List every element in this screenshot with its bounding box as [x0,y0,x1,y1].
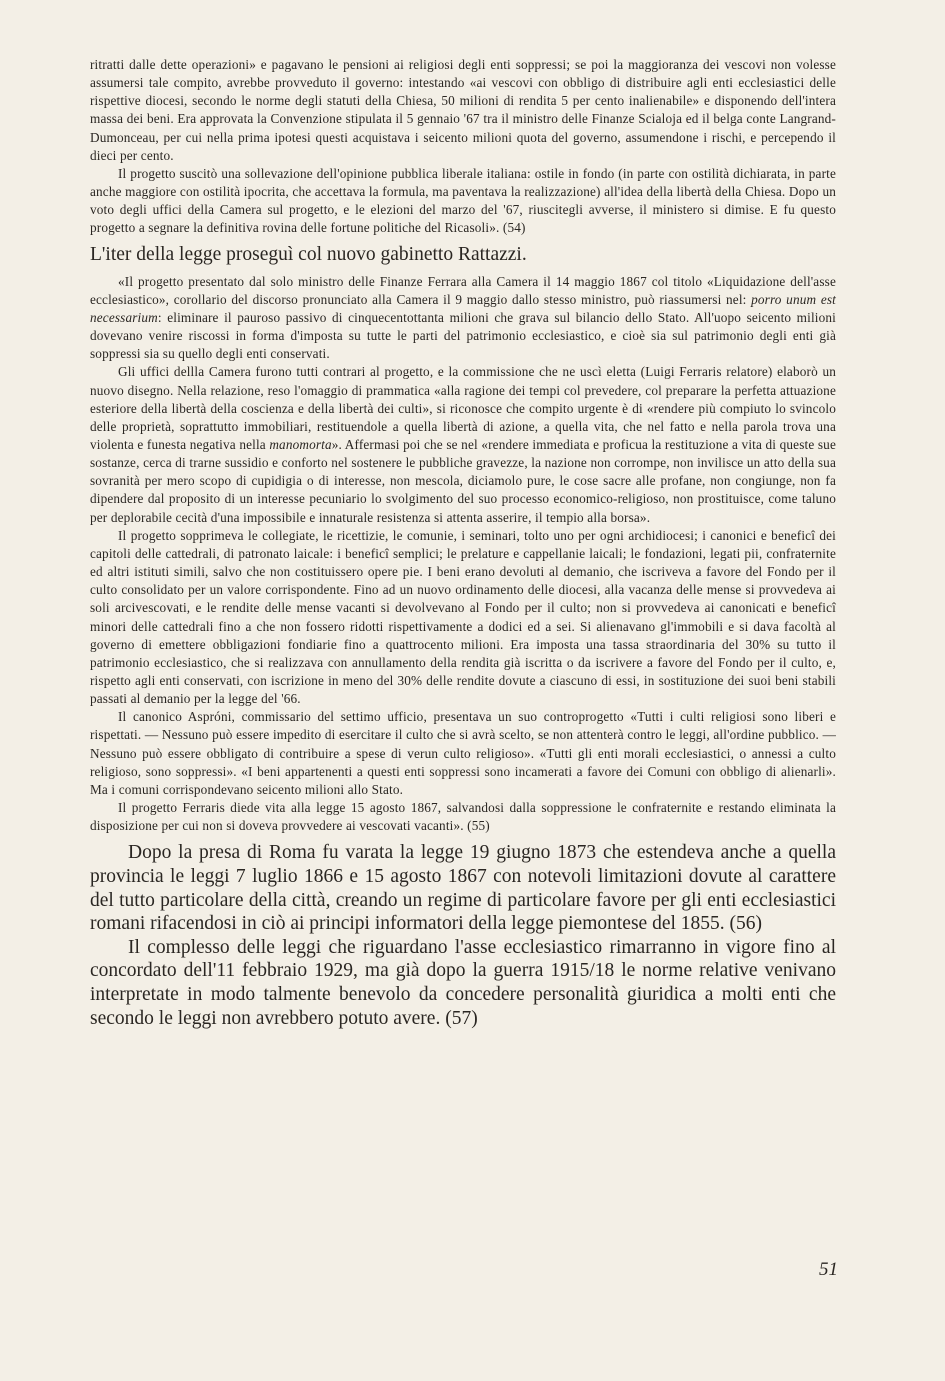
latin-phrase: porro unum est necessarium [90,291,836,325]
quote-paragraph: Il canonico Aspróni, commissario del settimo ufficio, presentava un suo controprogetto «Tutti i culti religiosi sono liberi e rispettati. — Nessuno può essere impedito di esercitare il culto che si avrà scelto, se non attenterà contro le leggi, all'ordine pubblico. — Nessuno può essere obbligato di contribuire a spese di verun culto religioso». «Tutti gli enti morali ecclesiastici, o annessi a culto religioso, sono soppressi». «I beni appartenenti a questi enti soppressi sono incamerati a favore dei Comuni con obbligo di alienarli». Ma i comuni corrispondevano seicento milioni allo Stato. [90,709,836,797]
text-paragraph: ritratti dalle dette operazioni» e pagavano le pensioni ai religiosi degli enti soppressi; se poi la maggioranza dei vescovi non volesse assumersi tale compito, avrebbe provveduto il governo: intestando «ai vescovi con obbligo di distribuire agli enti ecclesiastici delle rispettive diocesi, secondo le norme degli statuti della Chiesa, 50 milioni di rendita 5 per cento inalienabile» e disponendo dell'intera massa dei beni. Era approvata la Convenzione stipulata il 5 gennaio '67 tra il ministro delle Finanze Scialoja ed il belga conte Langrand-Dumonceau, per cui nella prima ipotesi questi acquistava i seicento milioni quota del governo, assumendone i rischi, e percependo il dieci per cento. [90,57,836,163]
text-paragraph: Il complesso delle leggi che riguardano l'asse ecclesiastico rimarranno in vigore fino al concordato dell'11 febbraio 1929, ma già dopo la guerra 1915/18 le norme relative venivano interpretate in modo talmente benevolo da concedere personalità giuridica a molti enti che secondo le leggi non avrebbero potuto avere. (57) [90,936,836,1029]
text-paragraph: Il progetto suscitò una sollevazione dell'opinione pubblica liberale italiana: ostile in fondo (in parte con ostilità dichiarata, in parte anche maggiore con ostilità ipocrita, che accettava la formula, ma paventava la realizzazione) all'idea della libertà della Chiesa. Dopo un voto degli uffici della Camera sul progetto, e le elezioni del marzo del '67, riuscitegli avverse, il ministero si dimise. E fu questo progetto a segnare la definitiva rovina delle fortune politiche del Ricasoli». (54) [90,165,836,236]
quote-block [90,273,836,836]
section-heading: L'iter della legge proseguì col nuovo gabinetto Rattazzi. [90,243,527,265]
quote-paragraph: Il progetto sopprimeva le collegiate, le ricettizie, le comunie, i seminari, tolto uno per ogni archidiocesi; i canonici e beneficî dei capitoli delle cattedrali, di patronato laicale: i beneficî semplici; le prelature e cappellanie laicali; le fondazioni, legati pii, confraternite ed altri istituti simili, salvo che non costituissero opere pie. I beni erano devoluti al demanio, che iscriveva a favore del Fondo per il culto consolidato per un valore corrispondente. Fino ad un nuovo ordinamento delle diocesi, alla vacanza delle mense si provvedeva ai soli arcivescovati, e le rendite delle mense vacanti si devolvevano al Fondo per il culto; non si provvedeva ai canonicati e beneficî minori delle cattedrali fino a che non fossero ridotti rispettivamente a dodici ed a sei. Si alienavano gl'immobili e si dava facoltà al governo di emettere obbligazioni fondiarie fino a quattrocento milioni. Era imposta una tassa straordinaria del 30% su tutto il patrimonio ecclesiastico, che si realizzava con annullamento della rendita già iscritta o da iscrivere a favore del Fondo per il culto, e, rispetto agli enti conservati, con iscrizione in meno del 30% delle rendite dovute a ciascuno di essi, in sostituzione dei suoi beni stabili passati al demanio per la legge del '66. [90,527,836,707]
quote-paragraph: Il progetto Ferraris diede vita alla legge 15 agosto 1867, salvandosi dalla soppressione le confraternite e restando eliminata la disposizione per cui non si doveva provvedere ai vescovati vacanti». (55) [90,800,836,834]
page-body [90,56,836,1030]
quote-paragraph: Gli uffici dellla Camera furono tutti contrari al progetto, e la commissione che ne uscì eletta (Luigi Ferraris relatore) elaborò un nuovo disegno. Nella relazione, reso l'omaggio di prammatica «alla ragione dei tempi col prevedere, col preparare la perfetta attuazione esteriore della libertà della coscienza e della libertà dei culti», si riconosce che compito urgente è di «rendere più compiuto lo svincolo delle proprietà, soprattutto immobiliari, restituendole a quella libertà di azione, a quella vita, che nel fatto e nella parola trova una violenta e funesta negativa nella manomorta». Affermasi poi che se nel «rendere immediata e proficua la restituzione a vita di queste sue sostanze, cerca di trarne sussidio e conforto nel sostenere le pubbliche gravezze, la nazione non corrompe, non invilisce un atto della sua sovranità per mero scopo di cupidigia o di interesse, non mescola, diciamolo pure, le cose sacre alle profane, non congiunge, non fa dipendere dal proposito di un interesse pecuniario lo svolgimento del suo processo economico-religioso, non prostituisce, come taluno per deplorabile cecità d'una impossibile e innaturale resistenza si attenta asserire, il tempio alla borsa». [90,364,836,525]
italic-term: manomorta [269,436,332,452]
closing-block [90,841,836,1030]
intro-block [90,56,836,238]
quote-paragraph: «Il progetto presentato dal solo ministro delle Finanze Ferrara alla Camera il 14 maggio 1867 col titolo «Liquidazione dell'asse ecclesiastico», corollario del discorso pronunciato alla Camera il 9 maggio dallo stesso ministro, può riassumersi nel: porro unum est necessarium: eliminare il pauroso passivo di cinquecentottanta milioni che grava sul bilancio dello Stato. All'uopo seicento milioni dovevano venire riscossi in forma d'imposta su tutte le parti del patrimonio ecclesiastico, e cioè sia sul patrimonio degli enti già soppressi sia su quello degli enti conservati. [90,273,836,362]
page-number: 51 [819,1259,838,1280]
text-paragraph: Dopo la presa di Roma fu varata la legge 19 giugno 1873 che estendeva anche a quella provincia le leggi 7 luglio 1866 e 15 agosto 1867 con notevoli limitazioni dovute al carattere del tutto particolare della città, creando un regime di particolare favore per gli enti ecclesiastici romani rifacendosi in ciò ai principi informatori della legge piemontese del 1855. (56) [90,842,836,935]
